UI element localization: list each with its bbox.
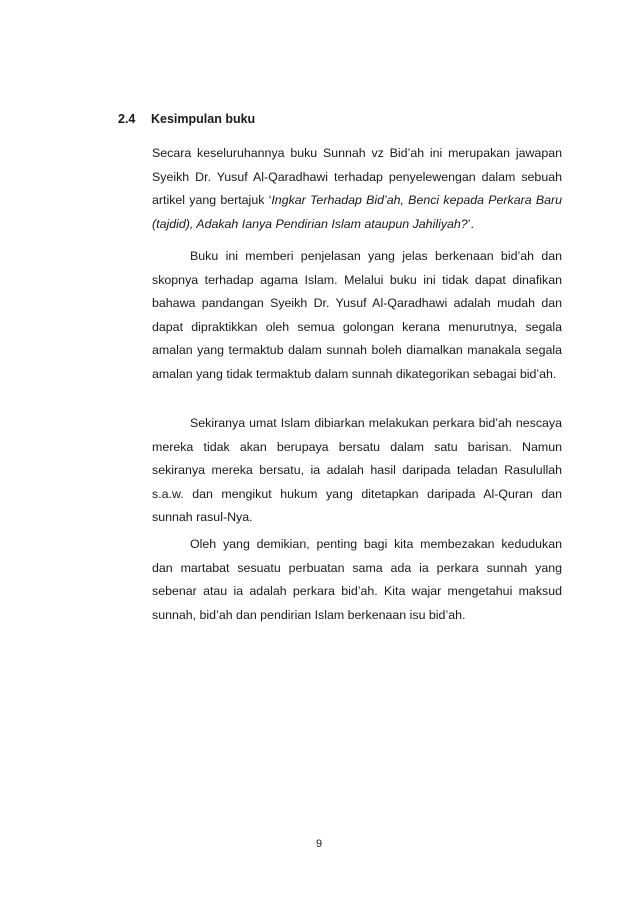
section-number: 2.4 [118,112,136,126]
paragraph-1 [152,142,562,236]
section-heading [118,111,255,127]
paragraph-3: Sekiranya umat Islam dibiarkan melakukan perkara bid’ah nescaya mereka tidak akan berupaya bersatu dalam satu barisan. Namun sekiranya mereka bersatu, ia adalah hasil daripada teladan Rasulullah s.a.w. dan mengikut hukum yang ditetapkan daripada Al-Quran dan sunnah rasul-Nya. [152,416,562,524]
page-number: 9 [315,838,323,850]
paragraph-1-text-start: Secara keseluruhannya buku Sunnah vz Bid’ah ini merupakan jawapan Syeikh Dr. Yusuf Al-Qaradhawi terhadap penyelewengan dalam sebuah artikel yang bertajuk ‘ [152,146,562,207]
paragraph-4: Oleh yang demikian, penting bagi kita membezakan kedudukan dan martabat sesuatu perbuatan sama ada ia perkara sunnah yang sebenar atau ia adalah perkara bid’ah. Kita wajar mengetahui maksud sunnah, bid’ah dan pendirian Islam berkenaan isu bid’ah. [152,537,562,622]
paragraph-2: Buku ini memberi penjelasan yang jelas berkenaan bid’ah dan skopnya terhadap agama Islam. Melalui buku ini tidak dapat dinafikan bahawa pandangan Syeikh Dr. Yusuf Al-Qaradhawi adalah mudah dan dapat dipraktikkan oleh semua golongan kerana menurutnya, segala amalan yang termaktub dalam sunnah boleh diamalkan manakala segala amalan yang tidak termaktub dalam sunnah dikategorikan sebagai bid’ah. [152,249,562,381]
section-title: Kesimpulan buku [151,112,256,126]
article-title-italic: Ingkar Terhadap Bid’ah, Benci kepada Perkara Baru (tajdid), Adakah Ianya Pendirian Islam ataupun Jahiliyah? [152,193,562,231]
paragraph-1-text-end: ’. [467,216,474,231]
